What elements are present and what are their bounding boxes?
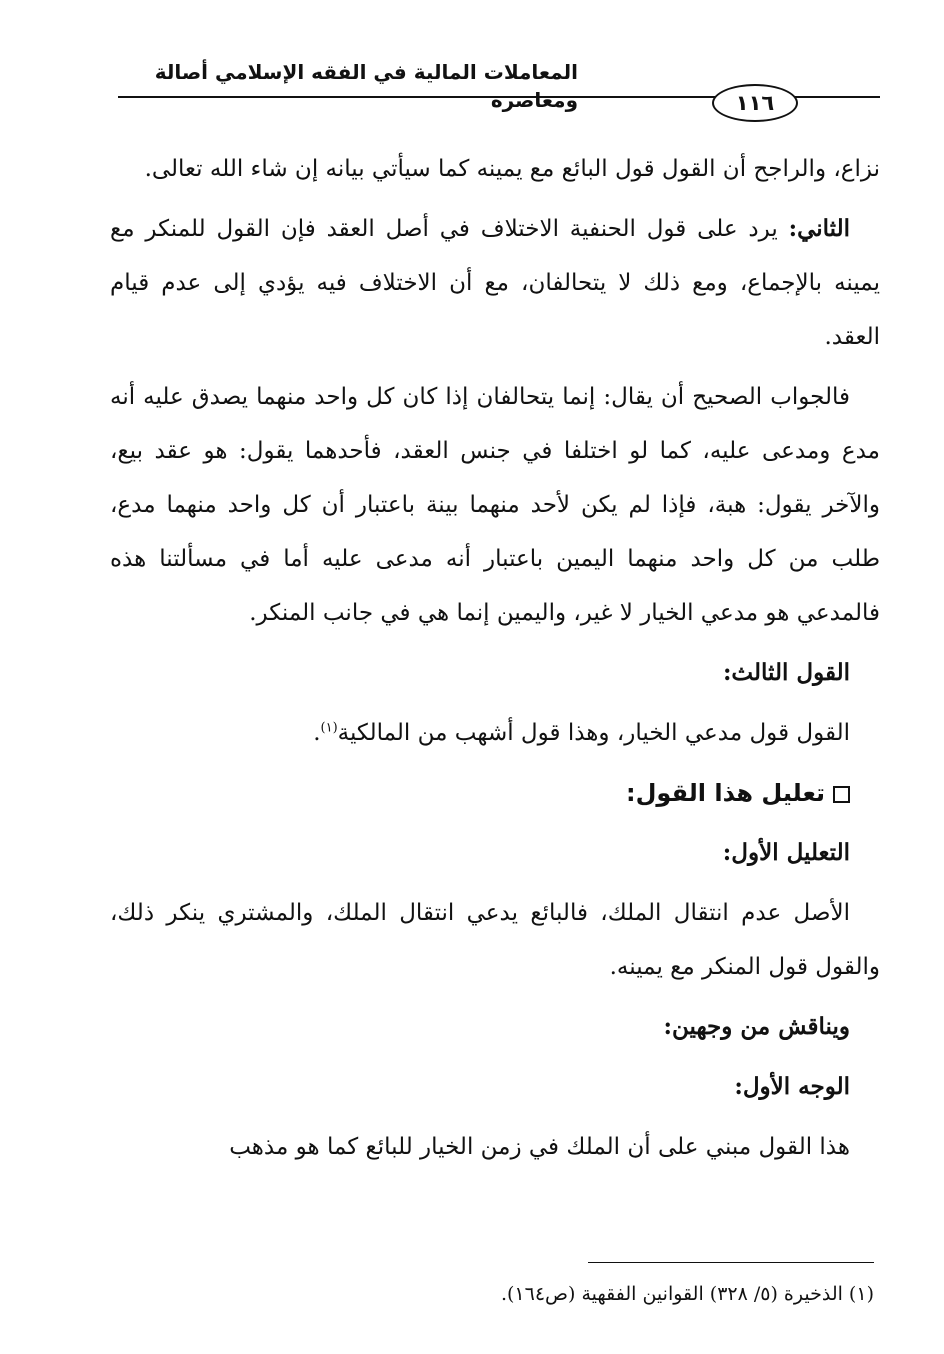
paragraph-6-text: هذا القول مبني على أن الملك في زمن الخيار للبائع كما هو مذهب bbox=[229, 1134, 850, 1160]
heading-discussed: ويناقش من وجهين: bbox=[663, 1013, 850, 1040]
main-text bbox=[110, 142, 880, 1180]
paragraph-5 bbox=[110, 886, 880, 994]
paragraph-4 bbox=[110, 706, 880, 760]
footnote-rule bbox=[588, 1262, 874, 1263]
paragraph-6 bbox=[110, 1120, 880, 1174]
heading-reasoning bbox=[110, 766, 880, 820]
paragraph-2 bbox=[110, 202, 880, 364]
footnote-ref-1[interactable]: (١) bbox=[320, 720, 338, 736]
footnote-1: (١) الذخيرة (٥/ ٣٢٨) القوانين الفقهية (ص١٦٤). bbox=[500, 1283, 874, 1305]
square-icon bbox=[833, 786, 850, 803]
paragraph-3-text: فالجواب الصحيح أن يقال: إنما يتحالفان إذا كان كل واحد منهما يصدق عليه أنه مدع ومدعى عليه، كما لو اختلفا في جنس العقد، فأحدهما يقول: هو عقد بيع، والآخر يقول: هبة، فإذا لم يكن لأحد منهما بينة باعتبار أن كل واحد منهما مدع، طلب من كل واحد منهما اليمين باعتبار أنه مدعى عليه أما في مسألتنا هذه فالمدعي هو مدعي الخيار لا غير، واليمين إنما هي في جانب المنكر. bbox=[110, 384, 880, 626]
page-number: ١١٦ bbox=[712, 84, 798, 122]
running-title: المعاملات المالية في الفقه الإسلامي أصالة ومعاصرة bbox=[154, 60, 578, 112]
paragraph-2-lead: الثاني: bbox=[788, 215, 850, 242]
heading-third-opinion: القول الثالث: bbox=[722, 659, 850, 686]
paragraph-5-text: الأصل عدم انتقال الملك، فالبائع يدعي انتقال الملك، والمشتري ينكر ذلك، والقول قول المنكر مع يمينه. bbox=[110, 900, 880, 980]
heading-first-reason: التعليل الأول: bbox=[722, 839, 850, 866]
paragraph-4-end: . bbox=[313, 720, 321, 746]
paragraph-2-text: يرد على قول الحنفية الاختلاف في أصل العقد فإن القول للمنكر مع يمينه بالإجماع، ومع ذلك لا يتحالفان، مع أن الاختلاف فيه يؤدي إلى عدم قيام العقد. bbox=[110, 216, 880, 350]
heading-reasoning-text: تعليل هذا القول: bbox=[626, 779, 825, 807]
paragraph-1-text: نزاع، والراجح أن القول قول البائع مع يمينه كما سيأتي بيانه إن شاء الله تعالى. bbox=[144, 156, 880, 182]
paragraph-1 bbox=[110, 142, 880, 196]
heading-first-aspect: الوجه الأول: bbox=[734, 1073, 850, 1100]
paragraph-4-text: القول قول مدعي الخيار، وهذا قول أشهب من المالكية bbox=[337, 720, 850, 746]
paragraph-3 bbox=[110, 370, 880, 640]
